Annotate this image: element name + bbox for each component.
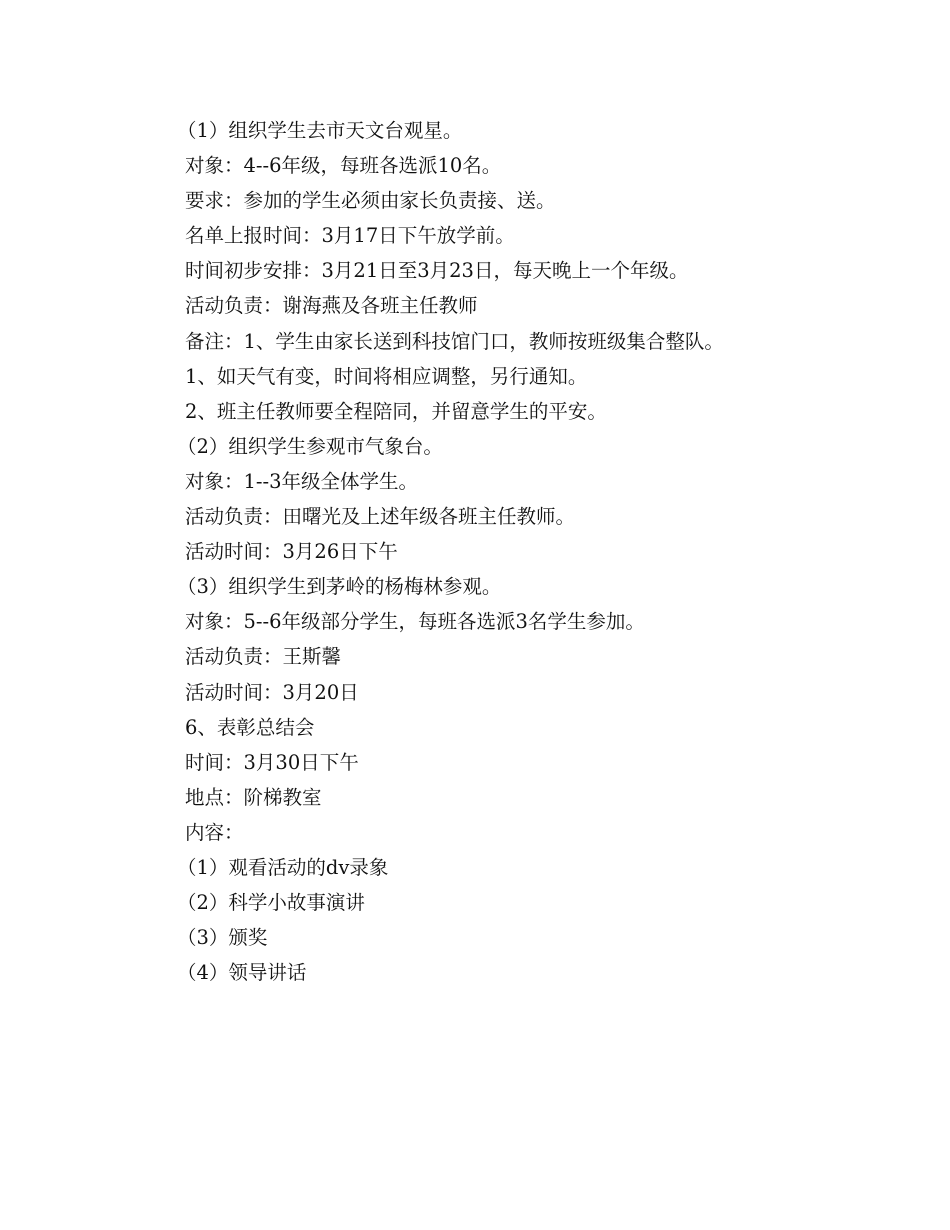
text-line: 活动负责：谢海燕及各班主任教师 — [185, 294, 478, 318]
text-line: 活动负责：田曙光及上述年级各班主任教师。 — [185, 505, 576, 529]
text-line: 内容： — [185, 820, 244, 844]
list-item: （3）颁奖 — [177, 926, 268, 950]
section-heading: 6、表彰总结会 — [185, 715, 315, 739]
text-line: 要求：参加的学生必须由家长负责接、送。 — [185, 189, 556, 213]
text-line: 对象：1--3年级全体学生。 — [185, 469, 418, 493]
text-line: 时间初步安排：3月21日至3月23日，每天晚上一个年级。 — [185, 259, 689, 283]
text-line: 备注：1、学生由家长送到科技馆门口，教师按班级集合整队。 — [185, 329, 724, 353]
text-line: 2、班主任教师要全程陪同，并留意学生的平安。 — [185, 399, 607, 423]
text-line: 活动负责：王斯馨 — [185, 645, 342, 669]
list-item: （1）观看活动的dv录象 — [177, 855, 389, 879]
text-line: 名单上报时间：3月17日下午放学前。 — [185, 224, 515, 248]
text-line: 对象：5--6年级部分学生，每班各选派3名学生参加。 — [185, 610, 645, 634]
text-line: 1、如天气有变，时间将相应调整，另行通知。 — [185, 364, 588, 388]
text-line: 地点：阶梯教室 — [185, 785, 322, 809]
list-item: （4）领导讲话 — [177, 961, 307, 985]
list-item: （2）科学小故事演讲 — [177, 891, 365, 915]
item-heading-2: （2）组织学生参观市气象台。 — [177, 434, 443, 458]
document-body — [177, 113, 885, 990]
text-line: 时间：3月30日下午 — [185, 750, 359, 774]
item-heading-3: （3）组织学生到茅岭的杨梅林参观。 — [177, 575, 502, 599]
text-line: 活动时间：3月20日 — [185, 680, 359, 704]
item-heading-1: （1）组织学生去市天文台观星。 — [177, 119, 463, 142]
text-line: 活动时间：3月26日下午 — [185, 540, 398, 564]
text-line: 对象：4--6年级，每班各选派10名。 — [185, 154, 502, 178]
